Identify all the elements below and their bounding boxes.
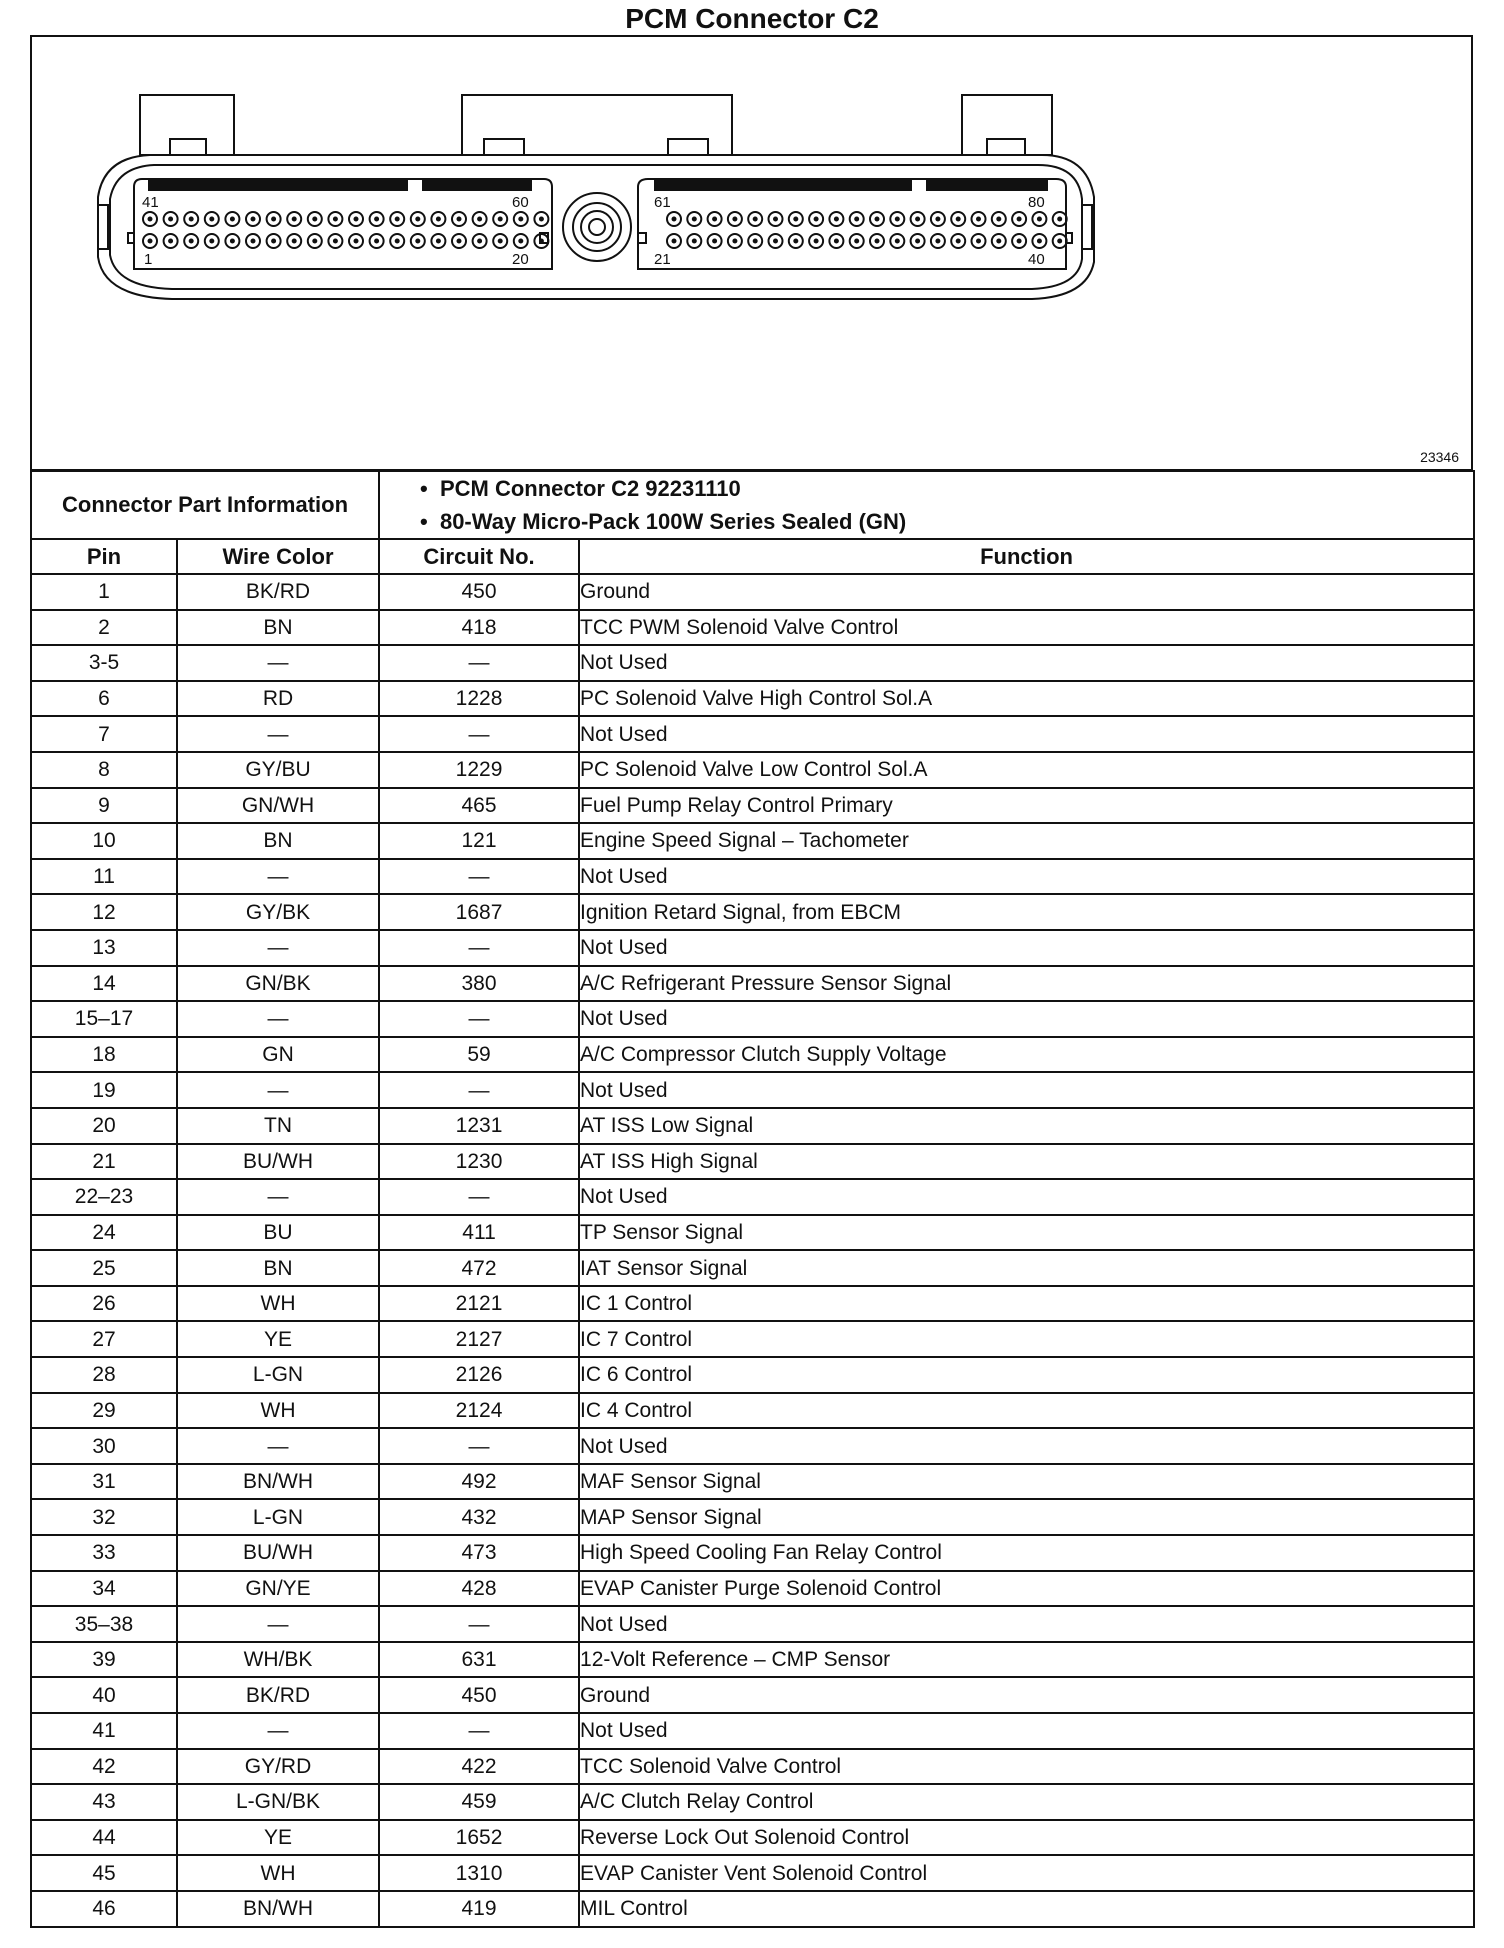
cell-function: Not Used	[579, 1606, 1474, 1642]
cell-circuit-no: —	[379, 1179, 579, 1215]
cell-pin: 33	[31, 1535, 177, 1571]
table-row	[31, 1642, 1474, 1678]
pin-hole-center	[477, 217, 482, 222]
pin-hole-center	[415, 239, 420, 244]
cell-pin: 25	[31, 1250, 177, 1286]
cell-wire-color: BK/RD	[177, 574, 379, 610]
cell-pin: 29	[31, 1393, 177, 1429]
cell-circuit-no: 472	[379, 1250, 579, 1286]
table-row	[31, 823, 1474, 859]
table-row	[31, 1820, 1474, 1856]
cell-wire-color: YE	[177, 1820, 379, 1856]
cell-wire-color: BU/WH	[177, 1535, 379, 1571]
cell-pin: 10	[31, 823, 177, 859]
cell-circuit-no: 2121	[379, 1286, 579, 1322]
pin-hole-center	[518, 217, 523, 222]
cell-pin: 42	[31, 1749, 177, 1785]
cell-wire-color: GN/WH	[177, 788, 379, 824]
cell-function: EVAP Canister Purge Solenoid Control	[579, 1571, 1474, 1607]
pin-hole-center	[189, 239, 194, 244]
cell-circuit-no: —	[379, 1606, 579, 1642]
pin-hole-center	[436, 217, 441, 222]
cell-pin: 43	[31, 1784, 177, 1820]
cell-pin: 12	[31, 894, 177, 930]
cell-circuit-no: 2126	[379, 1357, 579, 1393]
table-row	[31, 1179, 1474, 1215]
cell-pin: 28	[31, 1357, 177, 1393]
cell-pin: 7	[31, 716, 177, 752]
cell-function: Not Used	[579, 716, 1474, 752]
cell-circuit-no: 631	[379, 1642, 579, 1678]
cell-function: Not Used	[579, 930, 1474, 966]
table-row	[31, 1215, 1474, 1251]
cell-function: A/C Clutch Relay Control	[579, 1784, 1474, 1820]
pin-hole-center	[498, 217, 503, 222]
table-row	[31, 1749, 1474, 1785]
cell-circuit-no: 411	[379, 1215, 579, 1251]
cell-circuit-no: 1229	[379, 752, 579, 788]
pin-hole-center	[230, 217, 235, 222]
pin-hole-center	[834, 239, 839, 244]
cell-function: PC Solenoid Valve High Control Sol.A	[579, 681, 1474, 717]
cell-pin: 2	[31, 610, 177, 646]
cell-function: TCC Solenoid Valve Control	[579, 1749, 1474, 1785]
pin-hole-center	[271, 217, 276, 222]
cell-function: IC 7 Control	[579, 1321, 1474, 1357]
cell-function: Ground	[579, 574, 1474, 610]
cell-circuit-no: —	[379, 1428, 579, 1464]
cell-circuit-no: 465	[379, 788, 579, 824]
pin-hole-center	[692, 217, 697, 222]
cell-circuit-no: 1687	[379, 894, 579, 930]
page-title: PCM Connector C2	[625, 3, 879, 34]
cell-function: Not Used	[579, 1001, 1474, 1037]
cell-circuit-no: 1228	[379, 681, 579, 717]
cell-wire-color: —	[177, 1001, 379, 1037]
cell-wire-color: TN	[177, 1108, 379, 1144]
pin-hole-center	[672, 239, 677, 244]
cell-function: AT ISS High Signal	[579, 1144, 1474, 1180]
cell-circuit-no: 1652	[379, 1820, 579, 1856]
cell-pin: 35–38	[31, 1606, 177, 1642]
cell-wire-color: BN	[177, 610, 379, 646]
cell-pin: 18	[31, 1037, 177, 1073]
pin-hole-center	[374, 217, 379, 222]
cell-circuit-no: 59	[379, 1037, 579, 1073]
cell-pin: 22–23	[31, 1179, 177, 1215]
cell-wire-color: WH	[177, 1855, 379, 1891]
cell-function: High Speed Cooling Fan Relay Control	[579, 1535, 1474, 1571]
cell-function: EVAP Canister Vent Solenoid Control	[579, 1855, 1474, 1891]
cell-wire-color: —	[177, 1179, 379, 1215]
table-row	[31, 1784, 1474, 1820]
cell-function: PC Solenoid Valve Low Control Sol.A	[579, 752, 1474, 788]
cell-wire-color: —	[177, 1428, 379, 1464]
cell-wire-color: GY/RD	[177, 1749, 379, 1785]
cell-function: IC 1 Control	[579, 1286, 1474, 1322]
pin-hole-center	[209, 217, 214, 222]
table-row	[31, 930, 1474, 966]
pin-hole-center	[1017, 217, 1022, 222]
pin-hole-center	[168, 217, 173, 222]
cell-wire-color: —	[177, 1606, 379, 1642]
header-circuit-no: Circuit No.	[379, 539, 579, 574]
pin-hole-center	[395, 217, 400, 222]
cell-wire-color: BN/WH	[177, 1891, 379, 1927]
cell-wire-color: BK/RD	[177, 1677, 379, 1713]
connector-diagram	[30, 35, 1473, 471]
cell-wire-color: WH	[177, 1286, 379, 1322]
pin-hole-center	[1017, 239, 1022, 244]
pin-hole-center	[1057, 239, 1062, 244]
table-row	[31, 1891, 1474, 1927]
cell-function: MAF Sensor Signal	[579, 1464, 1474, 1500]
pin-hole-center	[814, 217, 819, 222]
cell-function: AT ISS Low Signal	[579, 1108, 1474, 1144]
table-row	[31, 716, 1474, 752]
table-row	[31, 1428, 1474, 1464]
table-row	[31, 681, 1474, 717]
cell-circuit-no: 1310	[379, 1855, 579, 1891]
table-row	[31, 752, 1474, 788]
pin-hole-center	[498, 239, 503, 244]
cell-function: Not Used	[579, 859, 1474, 895]
cell-wire-color: —	[177, 645, 379, 681]
cell-wire-color: RD	[177, 681, 379, 717]
table-row	[31, 1535, 1474, 1571]
pin-label-80: 80	[1028, 194, 1045, 211]
cell-circuit-no: —	[379, 1713, 579, 1749]
cell-function: A/C Refrigerant Pressure Sensor Signal	[579, 966, 1474, 1002]
pin-hole-center	[672, 217, 677, 222]
cell-circuit-no: 459	[379, 1784, 579, 1820]
cell-pin: 3-5	[31, 645, 177, 681]
pin-hole-center	[189, 217, 194, 222]
pin-hole-center	[854, 239, 859, 244]
pin-hole-center	[271, 239, 276, 244]
cell-pin: 1	[31, 574, 177, 610]
table-row	[31, 788, 1474, 824]
cell-circuit-no: 419	[379, 1891, 579, 1927]
pin-label-60: 60	[512, 194, 529, 211]
pin-hole-center	[773, 217, 778, 222]
pin-label-40: 40	[1028, 251, 1045, 268]
pin-hole-center	[1037, 217, 1042, 222]
pin-hole-center	[312, 217, 317, 222]
cell-wire-color: YE	[177, 1321, 379, 1357]
cell-wire-color: BN	[177, 823, 379, 859]
pin-label-41: 41	[142, 194, 159, 211]
pin-hole-center	[292, 239, 297, 244]
cell-wire-color: L-GN	[177, 1499, 379, 1535]
pin-hole-center	[732, 239, 737, 244]
cell-circuit-no: 121	[379, 823, 579, 859]
cell-circuit-no: 450	[379, 574, 579, 610]
cell-wire-color: WH/BK	[177, 1642, 379, 1678]
pin-label-20: 20	[512, 251, 529, 268]
pin-hole-center	[312, 239, 317, 244]
pin-hole-center	[168, 239, 173, 244]
pin-hole-center	[996, 239, 1001, 244]
cell-circuit-no: —	[379, 1072, 579, 1108]
cell-wire-color: —	[177, 1713, 379, 1749]
cell-circuit-no: 422	[379, 1749, 579, 1785]
pin-hole-center	[895, 217, 900, 222]
pin-hole-center	[753, 217, 758, 222]
cell-pin: 26	[31, 1286, 177, 1322]
cell-wire-color: BN	[177, 1250, 379, 1286]
pin-hole-center	[354, 217, 359, 222]
cell-pin: 45	[31, 1855, 177, 1891]
cell-wire-color: BN/WH	[177, 1464, 379, 1500]
pin-hole-center	[209, 239, 214, 244]
cell-wire-color: —	[177, 1072, 379, 1108]
table-row	[31, 1855, 1474, 1891]
cell-wire-color: BU/WH	[177, 1144, 379, 1180]
cell-pin: 30	[31, 1428, 177, 1464]
cell-circuit-no: 418	[379, 610, 579, 646]
cell-wire-color: L-GN	[177, 1357, 379, 1393]
cell-pin: 46	[31, 1891, 177, 1927]
table-row	[31, 1108, 1474, 1144]
cell-wire-color: GN	[177, 1037, 379, 1073]
cell-pin: 24	[31, 1215, 177, 1251]
cell-function: TP Sensor Signal	[579, 1215, 1474, 1251]
cell-function: 12-Volt Reference – CMP Sensor	[579, 1642, 1474, 1678]
table-row	[31, 645, 1474, 681]
cell-pin: 41	[31, 1713, 177, 1749]
cell-pin: 32	[31, 1499, 177, 1535]
cell-function: A/C Compressor Clutch Supply Voltage	[579, 1037, 1474, 1073]
pin-hole-center	[935, 217, 940, 222]
pin-hole-center	[1037, 239, 1042, 244]
pin-hole-center	[477, 239, 482, 244]
pin-hole-center	[773, 239, 778, 244]
cell-pin: 34	[31, 1571, 177, 1607]
pin-label-1: 1	[144, 251, 153, 268]
table-row	[31, 1393, 1474, 1429]
pin-hole-center	[374, 239, 379, 244]
pin-hole-center	[895, 239, 900, 244]
pin-hole-center	[854, 217, 859, 222]
pin-hole-center	[875, 217, 880, 222]
pin-hole-center	[976, 239, 981, 244]
connector-info-lines	[379, 471, 1474, 539]
pin-hole-center	[996, 217, 1001, 222]
cell-function: Ground	[579, 1677, 1474, 1713]
pin-hole-center	[333, 217, 338, 222]
pin-hole-center	[333, 239, 338, 244]
cell-circuit-no: —	[379, 645, 579, 681]
cell-function: IC 6 Control	[579, 1357, 1474, 1393]
table-row	[31, 1072, 1474, 1108]
cell-circuit-no: 2127	[379, 1321, 579, 1357]
cell-pin: 8	[31, 752, 177, 788]
cell-circuit-no: —	[379, 1001, 579, 1037]
pin-hole-center	[712, 217, 717, 222]
cell-function: Not Used	[579, 1428, 1474, 1464]
table-row	[31, 966, 1474, 1002]
pin-hole-center	[753, 239, 758, 244]
pin-table	[30, 470, 1475, 1928]
pin-hole-center	[251, 239, 256, 244]
pin-hole-center	[793, 217, 798, 222]
cell-circuit-no: 432	[379, 1499, 579, 1535]
cell-pin: 39	[31, 1642, 177, 1678]
cell-wire-color: —	[177, 930, 379, 966]
cell-circuit-no: 428	[379, 1571, 579, 1607]
cell-function: Not Used	[579, 1179, 1474, 1215]
pin-hole-center	[915, 217, 920, 222]
pin-hole-center	[354, 239, 359, 244]
cell-function: Not Used	[579, 1072, 1474, 1108]
cell-circuit-no: —	[379, 859, 579, 895]
cell-function: IC 4 Control	[579, 1393, 1474, 1429]
pin-hole-center	[956, 239, 961, 244]
cell-circuit-no: 2124	[379, 1393, 579, 1429]
table-row	[31, 1677, 1474, 1713]
pin-hole-center	[712, 239, 717, 244]
cell-pin: 9	[31, 788, 177, 824]
pin-hole-center	[518, 239, 523, 244]
pin-hole-center	[230, 239, 235, 244]
cell-function: Engine Speed Signal – Tachometer	[579, 823, 1474, 859]
table-row	[31, 610, 1474, 646]
pin-hole-center	[148, 217, 153, 222]
table-row	[31, 1037, 1474, 1073]
cell-wire-color: GY/BU	[177, 752, 379, 788]
pin-label-21: 21	[654, 251, 671, 268]
pin-hole-center	[793, 239, 798, 244]
connector-drawing	[32, 37, 1472, 469]
cell-wire-color: BU	[177, 1215, 379, 1251]
cell-wire-color: WH	[177, 1393, 379, 1429]
cell-pin: 11	[31, 859, 177, 895]
table-row	[31, 574, 1474, 610]
pin-hole-center	[457, 239, 462, 244]
pin-hole-center	[814, 239, 819, 244]
cell-circuit-no: —	[379, 716, 579, 752]
cell-circuit-no: 1230	[379, 1144, 579, 1180]
figure-number: 23346	[1420, 449, 1459, 465]
pin-hole-center	[875, 239, 880, 244]
cell-wire-color: —	[177, 859, 379, 895]
cell-pin: 6	[31, 681, 177, 717]
cell-function: MAP Sensor Signal	[579, 1499, 1474, 1535]
cell-wire-color: L-GN/BK	[177, 1784, 379, 1820]
table-header-row	[31, 539, 1474, 574]
table-row	[31, 1286, 1474, 1322]
pin-hole-center	[935, 239, 940, 244]
connector-info-label: Connector Part Information	[31, 471, 379, 539]
cell-pin: 19	[31, 1072, 177, 1108]
connector-info-line: • 80-Way Micro-Pack 100W Series Sealed (GN)	[420, 505, 1473, 538]
cell-pin: 31	[31, 1464, 177, 1500]
table-row	[31, 1464, 1474, 1500]
cell-pin: 20	[31, 1108, 177, 1144]
cell-pin: 21	[31, 1144, 177, 1180]
table-row	[31, 1321, 1474, 1357]
cell-wire-color: GY/BK	[177, 894, 379, 930]
cell-wire-color: GN/YE	[177, 1571, 379, 1607]
cell-wire-color: GN/BK	[177, 966, 379, 1002]
pin-hole-center	[251, 217, 256, 222]
cell-pin: 13	[31, 930, 177, 966]
connector-info-line: • PCM Connector C2 92231110	[420, 472, 1473, 505]
pin-hole-center	[415, 217, 420, 222]
pin-label-61: 61	[654, 194, 671, 211]
cell-function: Fuel Pump Relay Control Primary	[579, 788, 1474, 824]
cell-pin: 15–17	[31, 1001, 177, 1037]
cell-pin: 27	[31, 1321, 177, 1357]
pin-hole-center	[292, 217, 297, 222]
pin-hole-center	[539, 217, 544, 222]
header-wire-color: Wire Color	[177, 539, 379, 574]
table-row	[31, 1606, 1474, 1642]
cell-function: Not Used	[579, 1713, 1474, 1749]
cell-function: Not Used	[579, 645, 1474, 681]
cell-circuit-no: 1231	[379, 1108, 579, 1144]
cell-wire-color: —	[177, 716, 379, 752]
pin-hole-center	[395, 239, 400, 244]
pin-hole-center	[956, 217, 961, 222]
cell-circuit-no: 473	[379, 1535, 579, 1571]
table-row	[31, 1144, 1474, 1180]
cell-circuit-no: 450	[379, 1677, 579, 1713]
cell-pin: 14	[31, 966, 177, 1002]
table-row	[31, 1001, 1474, 1037]
cell-function: Reverse Lock Out Solenoid Control	[579, 1820, 1474, 1856]
pin-hole-center	[436, 239, 441, 244]
cell-circuit-no: 380	[379, 966, 579, 1002]
table-row	[31, 894, 1474, 930]
table-row	[31, 1499, 1474, 1535]
header-function: Function	[579, 539, 1474, 574]
pin-hole-center	[834, 217, 839, 222]
header-pin: Pin	[31, 539, 177, 574]
cell-function: Ignition Retard Signal, from EBCM	[579, 894, 1474, 930]
pin-hole-center	[976, 217, 981, 222]
table-row	[31, 859, 1474, 895]
table-row	[31, 1250, 1474, 1286]
pin-hole-center	[1057, 217, 1062, 222]
table-row	[31, 1357, 1474, 1393]
table-row	[31, 1713, 1474, 1749]
connector-info-row	[31, 471, 1474, 539]
pin-hole-center	[692, 239, 697, 244]
pin-hole-center	[457, 217, 462, 222]
cell-pin: 40	[31, 1677, 177, 1713]
cell-function: MIL Control	[579, 1891, 1474, 1927]
pin-hole-center	[148, 239, 153, 244]
pin-hole-center	[732, 217, 737, 222]
pin-hole-center	[915, 239, 920, 244]
pin-hole-center	[539, 239, 544, 244]
table-row	[31, 1571, 1474, 1607]
cell-function: TCC PWM Solenoid Valve Control	[579, 610, 1474, 646]
cell-circuit-no: 492	[379, 1464, 579, 1500]
cell-function: IAT Sensor Signal	[579, 1250, 1474, 1286]
cell-circuit-no: —	[379, 930, 579, 966]
cell-pin: 44	[31, 1820, 177, 1856]
